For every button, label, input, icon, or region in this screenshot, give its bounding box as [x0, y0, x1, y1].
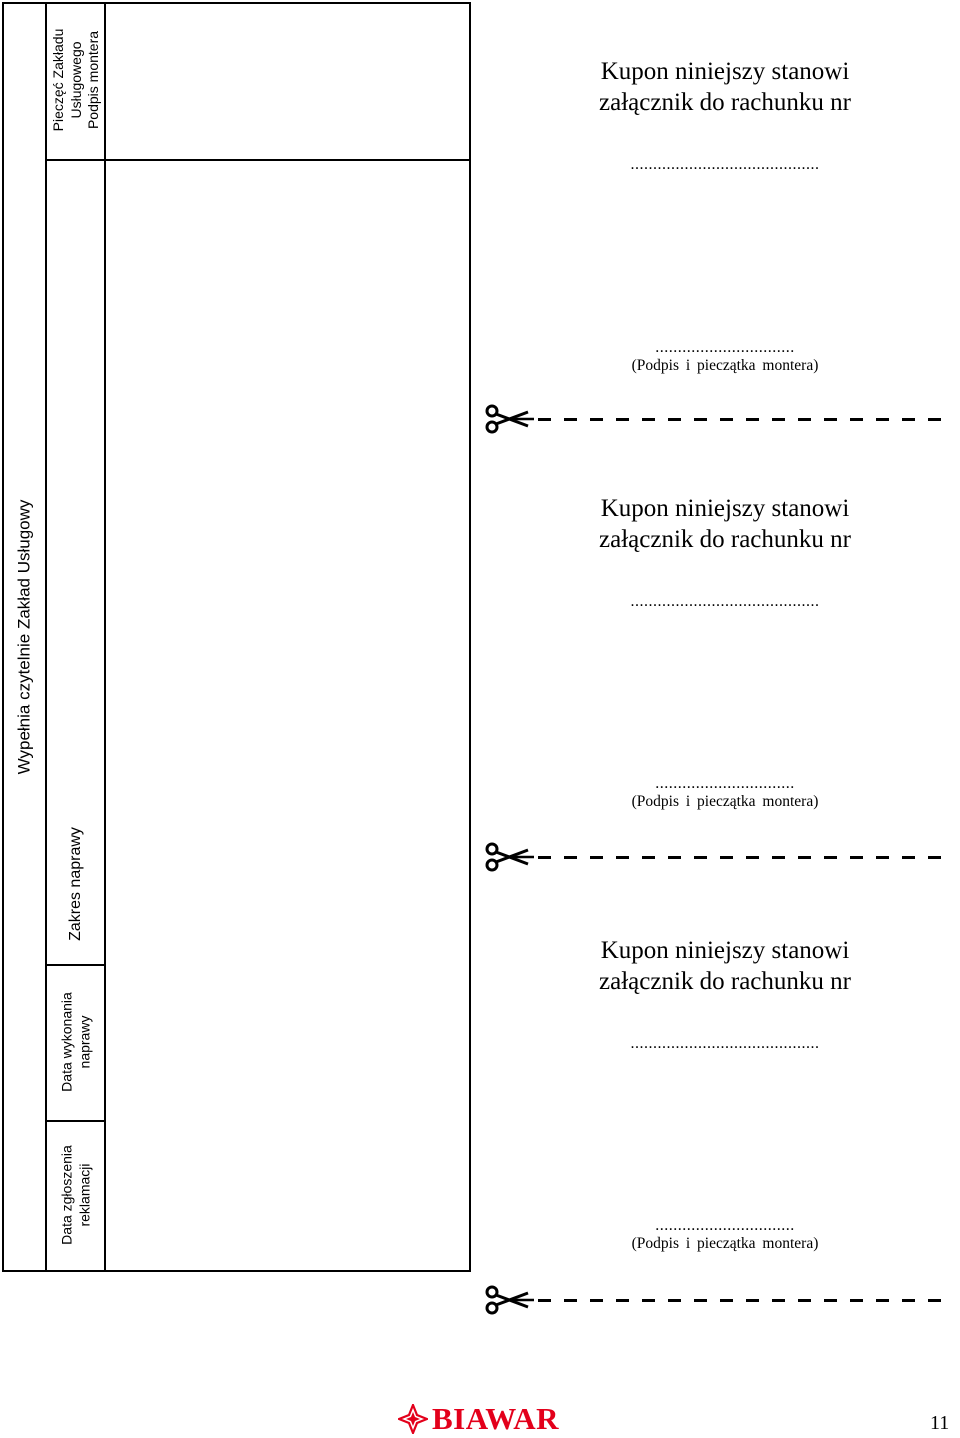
coupon-3-title-line2: załącznik do rachunku nr: [599, 968, 851, 995]
stamp-header-line3: Podpis montera: [84, 30, 101, 130]
claim-date-line1: Data zgłoszenia: [58, 1145, 75, 1245]
coupon-2-signature-dots: ...............................: [655, 775, 795, 792]
form-header: [13, 500, 34, 775]
dashed-cut-line: [538, 418, 944, 421]
brand-name: BIAWAR: [432, 1401, 560, 1436]
coupon-3-number-field: ..........................................: [630, 1035, 820, 1052]
repair-date-line2: naprawy: [76, 1015, 92, 1069]
coupon-1-number-field: ..........................................: [630, 156, 820, 173]
coupon-2-number-field: ..........................................: [630, 593, 820, 610]
coupon-3-signature: [560, 1218, 890, 1254]
stamp-header-line1: Pieczęć Zakładu: [49, 28, 66, 132]
repair-scope-label: Zakres naprawy: [67, 827, 84, 941]
coupon-2: [520, 493, 930, 611]
cut-line-3: [484, 1285, 946, 1315]
claim-date-header: [59, 1145, 94, 1245]
scissors-icon: [484, 1285, 536, 1315]
coupon-2-title-line2: załącznik do rachunku nr: [599, 526, 851, 553]
cut-line-1: [484, 404, 946, 434]
biawar-star-logo: [398, 1404, 428, 1434]
coupon-1-signature-dots: ...............................: [655, 339, 795, 356]
coupon-3-signature-dots: ...............................: [655, 1217, 795, 1234]
coupon-2-signature-label: (Podpis i pieczątka montera): [631, 793, 819, 810]
coupon-1-signature: [560, 340, 890, 376]
coupon-3-title-line1: Kupon niniejszy stanowi: [600, 937, 850, 964]
stamp-header-line2: Usługowego: [67, 41, 84, 119]
coupon-3-signature-label: (Podpis i pieczątka montera): [631, 1235, 819, 1252]
repair-date-line1: Data wykonania: [58, 992, 75, 1092]
form-header-text: Wypełnia czytelnie Zakład Usługowy: [14, 499, 34, 775]
coupon-1-title-line2: załącznik do rachunku nr: [599, 89, 851, 116]
coupon-1: [520, 56, 930, 174]
coupon-2-signature: [560, 776, 890, 812]
page-number: 11: [930, 1412, 950, 1434]
coupon-3: [520, 935, 930, 1053]
coupon-1-signature-label: (Podpis i pieczątka montera): [631, 357, 819, 374]
coupon-2-title-line1: Kupon niniejszy stanowi: [600, 495, 850, 522]
claim-date-line2: reklamacji: [76, 1163, 92, 1227]
cut-line-2: [484, 842, 946, 872]
coupon-1-title-line1: Kupon niniejszy stanowi: [600, 58, 850, 85]
stamp-column-header: [50, 29, 103, 132]
repair-scope-header: [66, 827, 86, 941]
dashed-cut-line: [538, 1299, 944, 1302]
repair-date-header: [59, 992, 94, 1092]
dashed-cut-line: [538, 856, 944, 859]
scissors-icon: [484, 842, 536, 872]
scissors-icon: [484, 404, 536, 434]
